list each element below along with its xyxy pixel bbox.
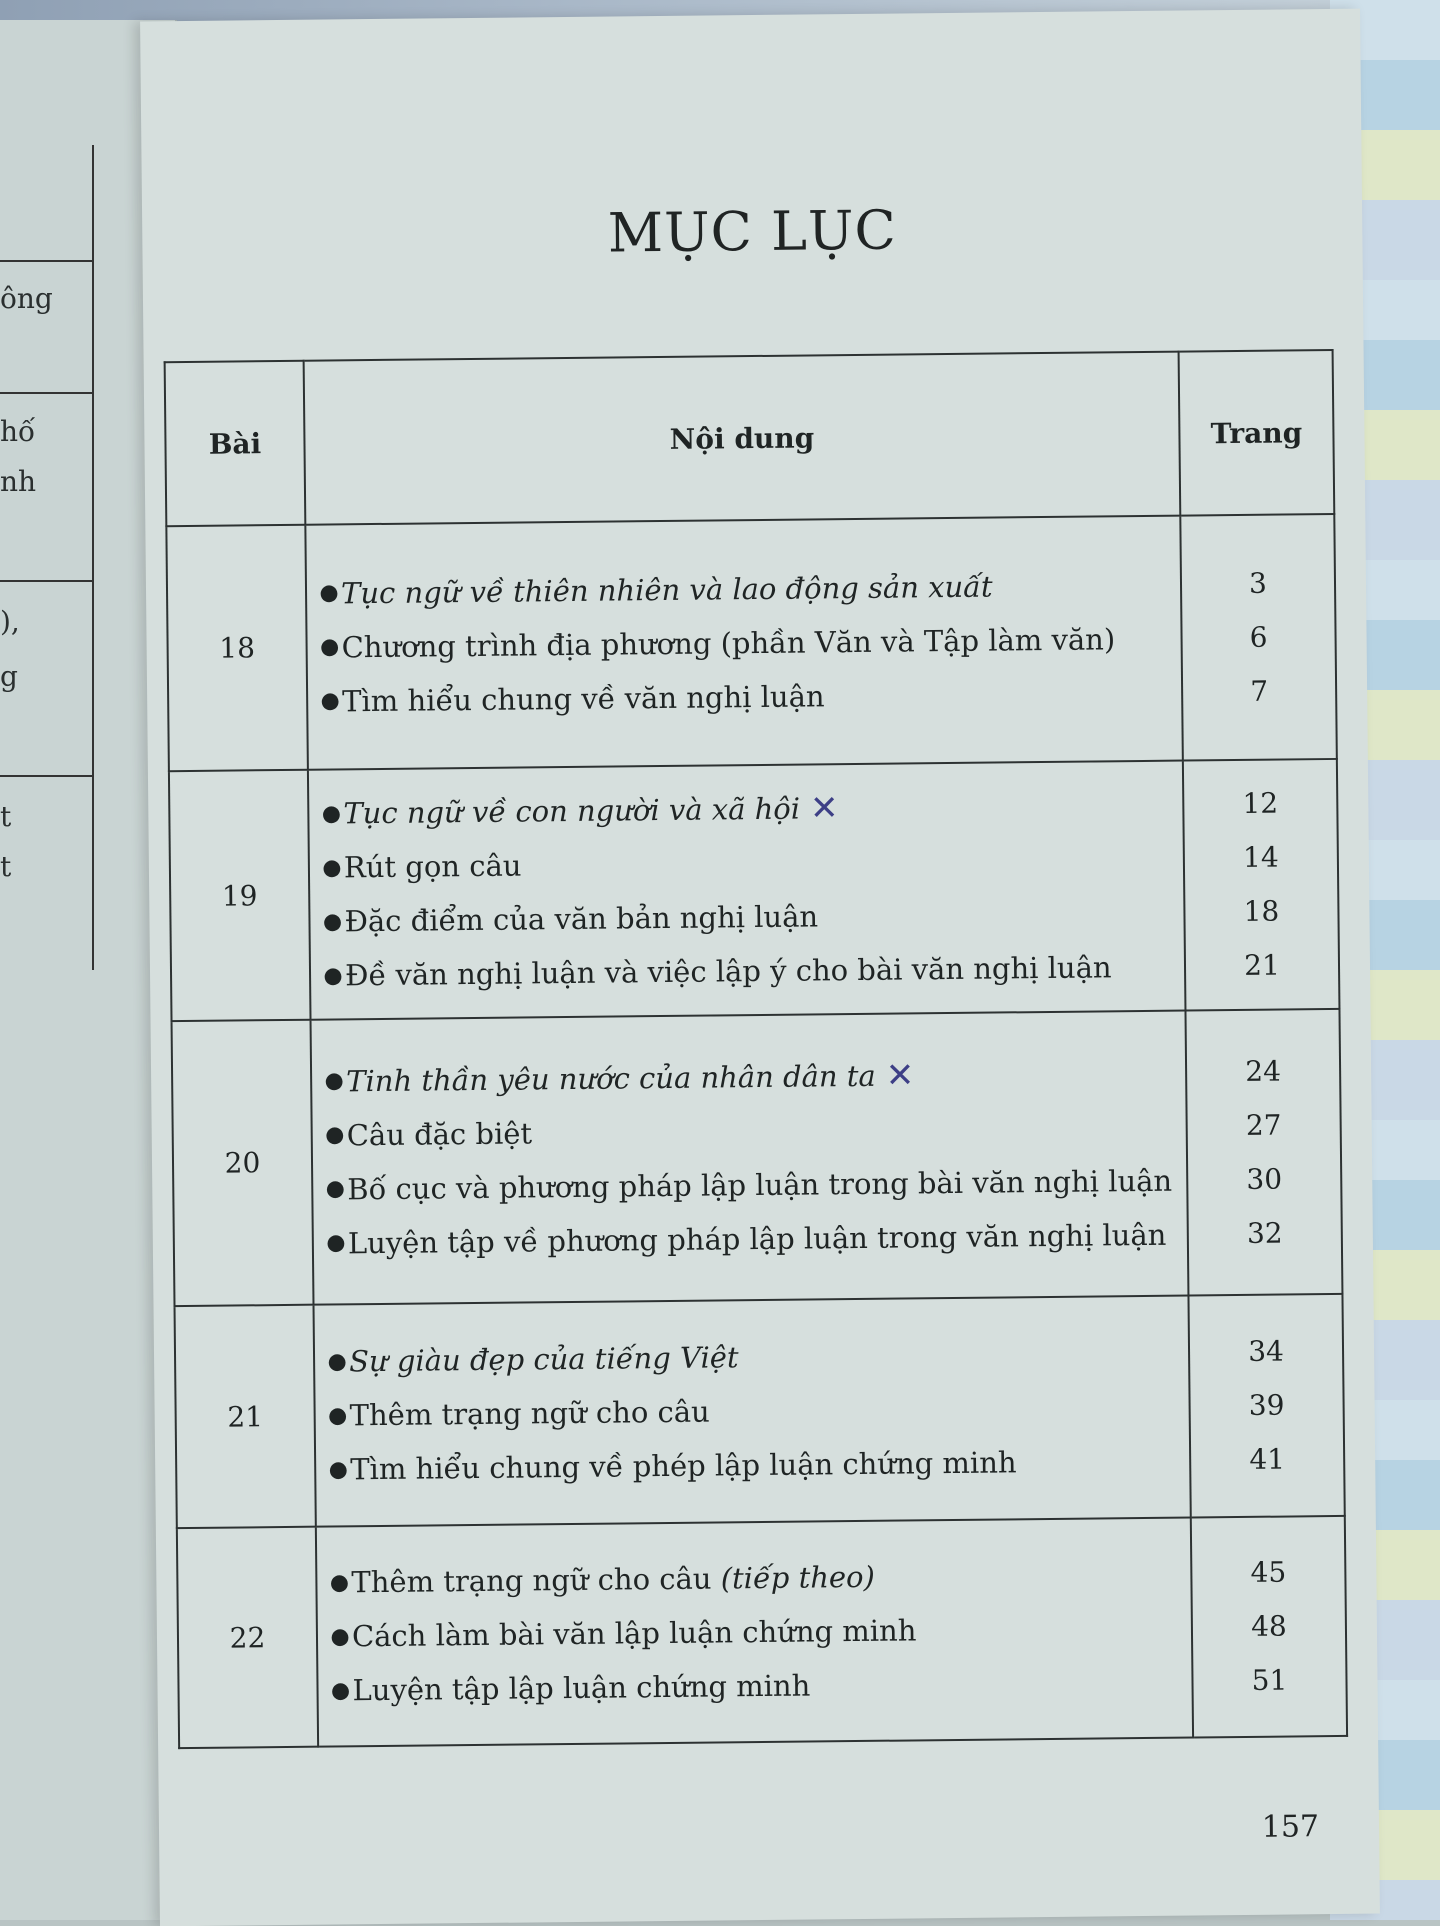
list-item [317,557,1181,620]
item-text: Cách làm bài văn lập luận chứng minh [351,1613,917,1654]
item-text: Đặc điểm của văn bản nghị luận [344,899,819,939]
page-number-cell: 7 [1250,674,1269,708]
table-row [175,1294,1345,1528]
handwritten-x-mark-icon: ✕ [885,1054,915,1096]
page-title: MỤC LỤC [607,198,898,265]
bullet-icon: ● [329,1569,350,1596]
item-text: Thêm trạng ngữ cho câu [351,1561,712,1600]
page-number-cell: 14 [1242,840,1279,874]
left-page-rule [0,580,92,582]
list-item [328,1601,1192,1664]
page-number-cell: 30 [1246,1162,1283,1196]
bullet-icon: ● [327,1402,348,1429]
list-item [318,665,1182,728]
page-number-cell: 51 [1251,1663,1288,1697]
lesson-number: 18 [166,525,308,771]
page-number-cell: 45 [1250,1555,1287,1589]
page-number-cell: 18 [1243,894,1280,928]
table-row [166,514,1337,771]
list-item [324,1207,1188,1270]
item-text: Tinh thần yêu nước của nhân dân ta [345,1058,876,1098]
bullet-icon: ● [327,1348,347,1375]
header-page: Trang [1179,350,1335,516]
list-item [320,832,1184,895]
page-number-cell: 21 [1244,948,1280,982]
bullet-icon: ● [324,1122,345,1148]
item-text: Sự giàu đẹp của tiếng Việt [348,1340,739,1379]
book-page [140,9,1380,1926]
left-page-fragment: nh [0,465,37,498]
list-item [328,1655,1192,1718]
bullet-icon: ● [328,1456,348,1483]
left-page-fragment: ), [0,605,20,638]
left-page-rule [0,392,92,394]
item-text: Câu đặc biệt [346,1115,533,1152]
bullet-icon: ● [322,854,342,881]
list-item [319,778,1183,841]
table-of-contents [164,349,1348,1749]
list-item [322,1099,1186,1162]
table-row [177,1516,1347,1748]
bullet-icon: ● [330,1677,351,1704]
item-text: Bố cục và phương pháp lập luận trong bài văn nghị luận [347,1163,1173,1206]
page-number-cell: 32 [1246,1216,1283,1250]
page-column [1191,1516,1347,1738]
page-number-cell: 34 [1248,1334,1285,1368]
lesson-number: 21 [175,1305,316,1528]
list-item [321,940,1185,1003]
table-row [169,759,1340,1021]
bullet-icon: ● [324,1068,344,1094]
left-page-fragment: g [0,660,18,693]
item-text: Thêm trạng ngữ cho câu [349,1394,710,1433]
bullet-icon: ● [330,1623,350,1650]
page-number-cell: 6 [1249,620,1268,654]
page-number-cell: 12 [1242,786,1279,820]
list-item [325,1326,1189,1389]
item-text: Rút gọn câu [343,848,522,885]
page-number-cell: 41 [1249,1442,1286,1476]
item-text: Đề văn nghị luận và việc lập ý cho bài văn nghị luận [344,950,1112,993]
bullet-icon: ● [319,580,339,606]
list-item [325,1380,1189,1443]
header-lesson: Bài [165,361,306,526]
left-page-rule [0,260,92,262]
bullet-icon: ● [321,800,342,827]
item-text: Chương trình địa phương (phần Văn và Tập làm văn) [341,621,1116,664]
handwritten-x-mark-icon: ✕ [809,788,839,829]
page-number-cell: 39 [1248,1388,1285,1422]
bullet-icon: ● [322,908,343,935]
left-page-rule [0,775,92,777]
lesson-number: 20 [172,1020,314,1306]
lesson-content [311,1011,1189,1305]
bullet-icon: ● [323,962,343,989]
lesson-content [308,761,1186,1020]
list-item [322,1045,1186,1108]
lesson-content [314,1296,1191,1527]
page-number: 157 [1261,1809,1320,1845]
item-text: Tìm hiểu chung về phép lập luận chứng minh [350,1445,1017,1487]
page-column [1185,1009,1342,1296]
left-page-fragment: t [0,800,12,833]
lesson-content [316,1518,1193,1747]
item-text: Tục ngữ về thiên nhiên và lao động sản xuất [340,569,993,610]
page-column [1180,514,1337,761]
left-page-fragment: t [0,850,12,883]
left-page-fragment: hố [0,415,36,448]
item-text: Luyện tập lập luận chứng minh [352,1668,811,1708]
list-item [326,1434,1190,1497]
list-item [320,886,1184,949]
list-item [317,611,1181,674]
page-number-cell: 48 [1250,1609,1287,1643]
list-item [323,1153,1187,1216]
list-item [327,1547,1191,1610]
lesson-number: 19 [169,770,311,1021]
item-text: Tục ngữ về con người và xã hội [343,791,801,831]
item-text: Tìm hiểu chung về văn nghị luận [342,678,825,718]
bullet-icon: ● [326,1230,346,1256]
lesson-content [305,516,1183,770]
bullet-icon: ● [325,1176,346,1202]
page-number-cell: 27 [1245,1108,1282,1142]
left-page-fragment: ông [0,282,53,315]
item-text: Luyện tập về phương pháp lập luận trong văn nghị luận [347,1217,1167,1260]
page-number-cell: 3 [1248,566,1268,600]
page-column [1183,759,1340,1011]
left-page-table [0,145,94,970]
bullet-icon: ● [320,688,340,714]
table-row [172,1009,1343,1306]
table-header-row [165,350,1335,526]
lesson-number: 22 [177,1527,318,1748]
page-column [1188,1294,1344,1518]
page-number-cell: 24 [1245,1054,1282,1088]
item-suffix: (tiếp theo) [720,1559,876,1596]
header-content: Nội dung [304,352,1181,525]
bullet-icon: ● [319,634,340,660]
